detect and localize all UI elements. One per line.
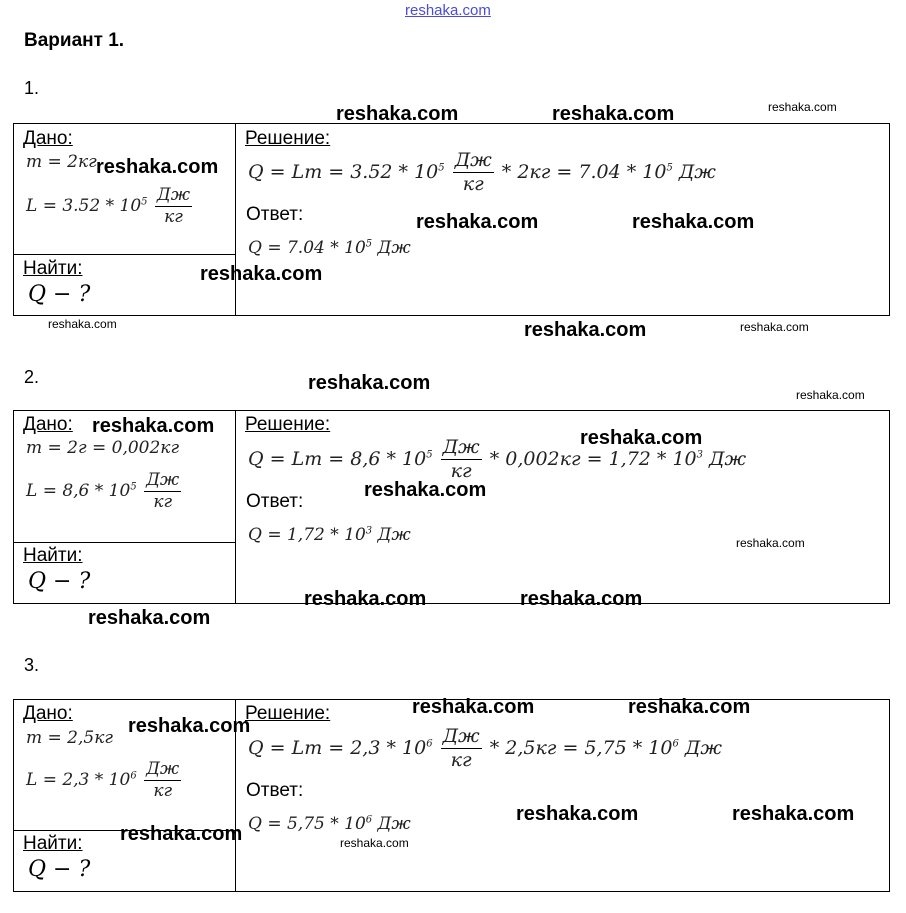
watermark: reshaka.com [48, 317, 117, 331]
given-heat: $L = 2,3 * 10^6$ $\frac{Дж}{кг}$ [26, 759, 180, 801]
watermark: reshaka.com [524, 319, 647, 341]
given-mass: m = 2,5кг [26, 728, 113, 748]
problem-2-table [13, 410, 890, 604]
watermark: reshaka.com [580, 427, 703, 449]
solution-label: Решение: [245, 128, 331, 149]
solution-formula: $Q = Lm = 8,6 * 10^5$ $\frac{Дж}{кг}$ * $0,002кг = 1,72 * 10^3$ Дж [248, 436, 747, 482]
watermark: reshaka.com [128, 715, 251, 737]
watermark: reshaka.com [340, 836, 409, 850]
given-label: Дано: [23, 703, 73, 724]
given-heat: $L = 8,6 * 10^5$ $\frac{Дж}{кг}$ [26, 470, 180, 512]
solution-label: Решение: [245, 703, 331, 724]
watermark: reshaka.com [740, 320, 809, 334]
watermark: reshaka.com [732, 803, 855, 825]
find-value: Q − ? [28, 569, 91, 594]
find-label: Найти: [23, 258, 83, 279]
watermark: reshaka.com [416, 211, 539, 233]
given-mass: m = 2кг [26, 152, 97, 172]
watermark: reshaka.com [308, 372, 431, 394]
watermark: reshaka.com [336, 103, 459, 125]
watermark: reshaka.com [120, 823, 243, 845]
find-label: Найти: [23, 833, 83, 854]
solution-formula: $Q = Lm = 2,3 * 10^6$ $\frac{Дж}{кг}$ * $2,5кг = 5,75 * 10^6$ Дж [248, 725, 722, 771]
solution-label: Решение: [245, 414, 331, 435]
watermark: reshaka.com [628, 696, 751, 718]
given-label: Дано: [23, 414, 73, 435]
answer-value: $Q = 1,72 * 10^3$ Дж [248, 525, 411, 545]
watermark: reshaka.com [796, 388, 865, 402]
watermark: reshaka.com [412, 696, 535, 718]
site-link[interactable]: reshaka.com [405, 2, 491, 19]
watermark: reshaka.com [304, 588, 427, 610]
watermark: reshaka.com [736, 536, 805, 550]
watermark: reshaka.com [92, 415, 215, 437]
find-value: Q − ? [28, 282, 91, 307]
given-label: Дано: [23, 128, 73, 149]
watermark: reshaka.com [88, 607, 211, 629]
given-heat: $L = 3.52 * 10^5$ $\frac{Дж}{кг}$ [26, 185, 191, 227]
problem-2-number: 2. [24, 367, 40, 387]
answer-label: Ответ: [246, 491, 304, 512]
answer-value: $Q = 7.04 * 10^5$ Дж [248, 238, 411, 258]
find-value: Q − ? [28, 857, 91, 882]
watermark: reshaka.com [768, 100, 837, 114]
watermark: reshaka.com [364, 479, 487, 501]
variant-title: Вариант 1. [24, 30, 125, 51]
watermark: reshaka.com [96, 156, 219, 178]
problem-3-number: 3. [24, 655, 40, 675]
answer-value: $Q = 5,75 * 10^6$ Дж [248, 814, 411, 834]
watermark: reshaka.com [552, 103, 675, 125]
watermark: reshaka.com [520, 588, 643, 610]
watermark: reshaka.com [632, 211, 755, 233]
given-mass: m = 2г = 0,002кг [26, 438, 180, 458]
problem-1-number: 1. [24, 78, 40, 98]
answer-label: Ответ: [246, 204, 304, 225]
watermark: reshaka.com [200, 263, 323, 285]
answer-label: Ответ: [246, 780, 304, 801]
watermark: reshaka.com [516, 803, 639, 825]
solution-formula: $Q = Lm = 3.52 * 10^5$ $\frac{Дж}{кг}$ * $2кг = 7.04 * 10^5$ Дж [248, 149, 716, 195]
find-label: Найти: [23, 545, 83, 566]
